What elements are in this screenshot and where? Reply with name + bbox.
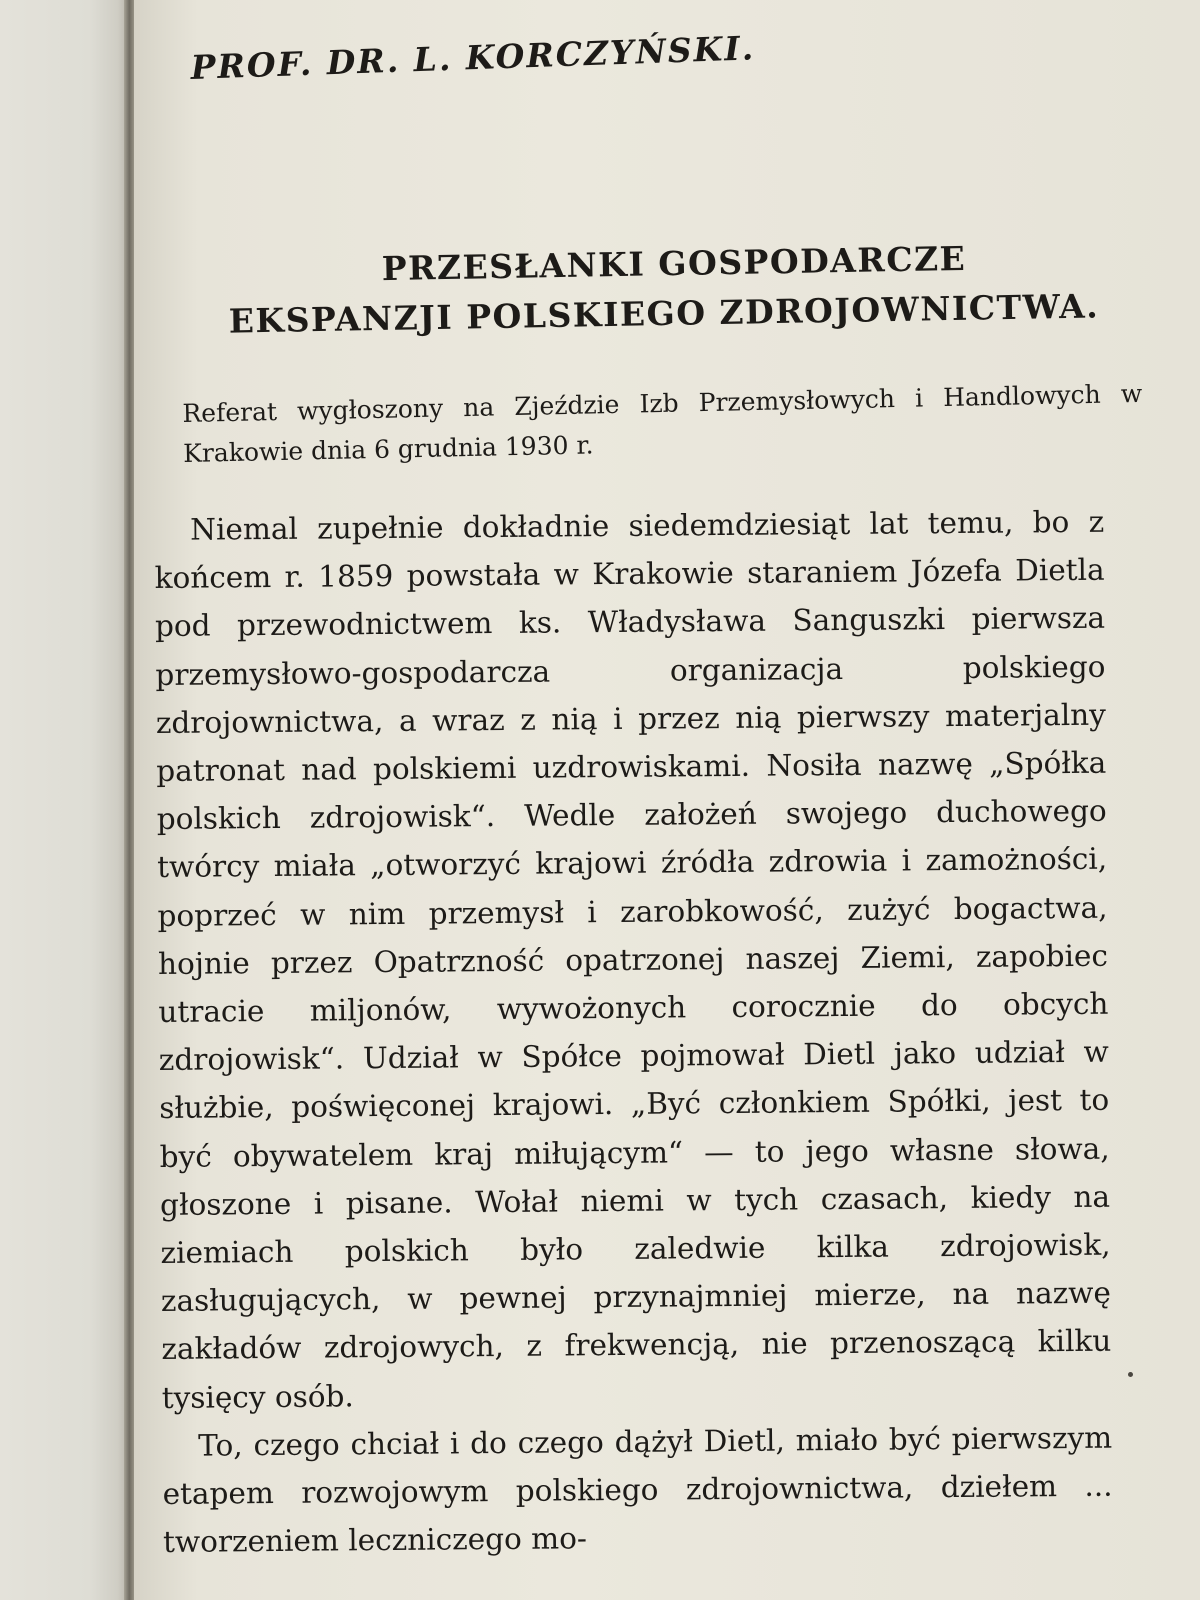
- title-line-2: EKSPANZJI POLSKIEGO ZDROJOWNICTWA.: [228, 286, 1100, 341]
- paragraph-1: Niemal zupełnie dokładnie siedemdziesiąt lat temu, bo z końcem r. 1859 powstała w Krakowie staraniem Józefa Dietla pod przewodnictwem ks. Władysława Sanguszki pierwsza przemysłowo-gospodarcza organizacja polskiego zdrojownictwa, a wraz z nią i przez nią pierwszy materjalny patronat nad polskiemi uzdrowiskami. Nosiła nazwę „Spółka polskich zdrojowisk“. Wedle założeń swojego duchowego twórcy miała „otworzyć krajowi źródła zdrowia i zamożności, poprzeć w nim przemysł i zarobkowość, zużyć bogactwa, hojnie przez Opatrzność opatrzonej naszej Ziemi, zapobiec utracie miljonów, wywożonych corocznie do obcych zdrojowisk“. Udział w Spółce pojmował Dietl jako udział w służbie, poświęconej krajowi. „Być członkiem Spółki, jest to być obywatelem kraj miłującym“ — to jego własne słowa, głoszone i pisane. Wołał niemi w tych czasach, kiedy na ziemiach polskich było zaledwie kilka zdrojowisk, zasługujących, w pewnej przynajmniej mierze, na nazwę zakładów zdrojowych, z frekwencją, nie przenoszącą kilku tysięcy osób.: [154, 504, 1112, 1415]
- lecture-note: Referat wygłoszony na Zjeździe Izb Przemysłowych i Handlowych w Krakowie dnia 6 grudnia 1930 r.: [182, 378, 1143, 468]
- book-page: [134, 0, 1200, 1600]
- left-page-edge: [0, 0, 128, 1600]
- title-line-1: PRZESŁANKI GOSPODARCZE: [381, 238, 967, 289]
- author-name: PROF. DR. L. KORCZYŃSKI.: [190, 28, 756, 87]
- paper-speck: [1128, 1372, 1133, 1377]
- body-text: [154, 498, 1113, 1567]
- paragraph-2: To, czego chciał i do czego dążył Dietl, miało być pierwszym etapem rozwojowym polskiego zdrojownictwa, dziełem ... tworzeniem leczniczego mo-: [162, 1420, 1113, 1560]
